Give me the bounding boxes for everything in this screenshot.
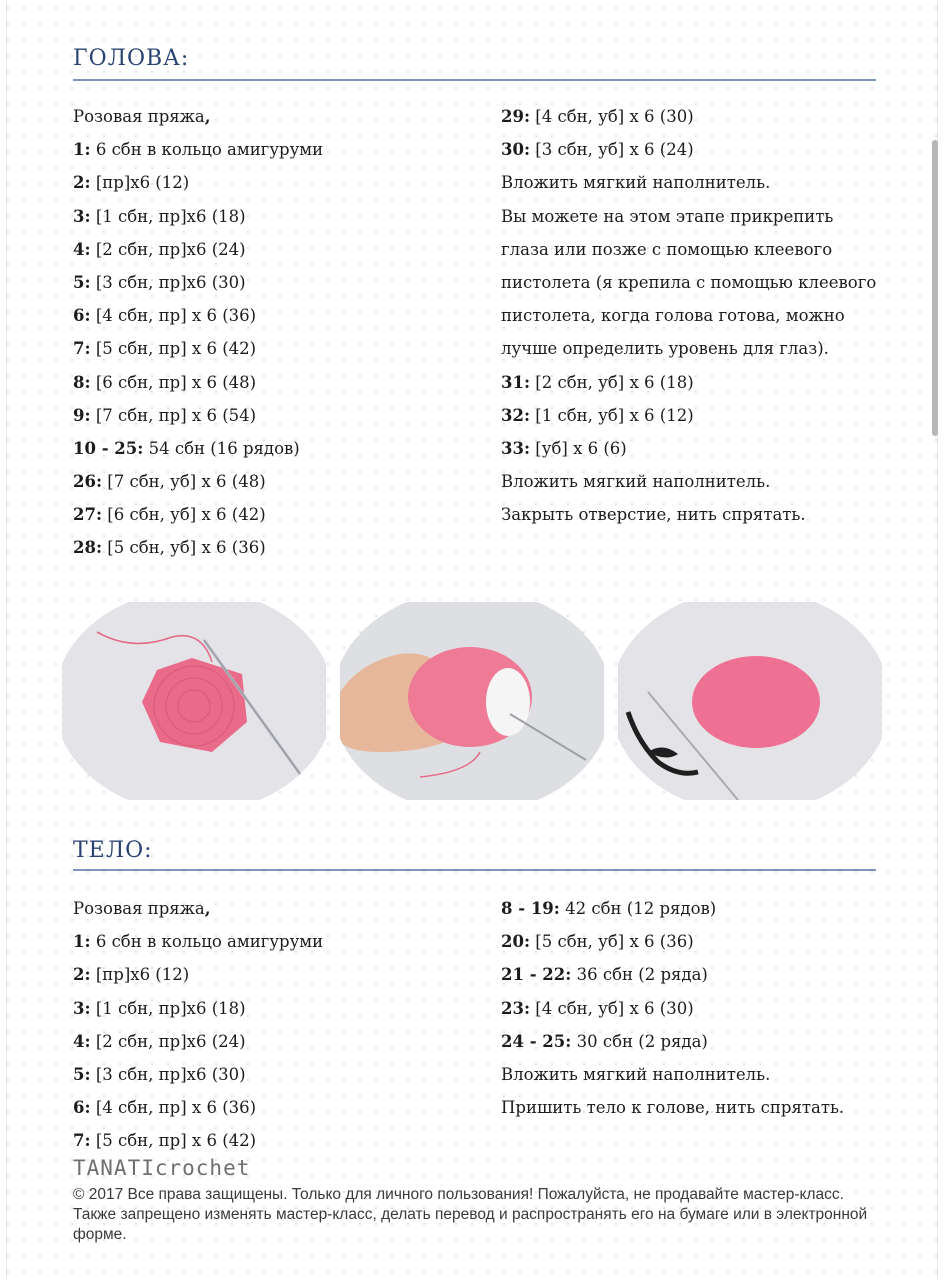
row-text: [5 сбн, пр] х 6 (42) <box>90 1131 257 1151</box>
instruction-row <box>73 166 323 199</box>
instruction-row <box>501 200 876 233</box>
row-number-label: 1: <box>73 140 91 160</box>
row-text: 42 сбн (12 рядов) <box>559 899 717 918</box>
row-number-label: 4: <box>73 239 91 259</box>
instruction-row <box>73 925 323 958</box>
section-title-body: ТЕЛО: <box>73 838 153 863</box>
row-number-label: 6: <box>73 306 91 326</box>
instruction-row <box>73 299 323 332</box>
instruction-row <box>501 166 876 199</box>
instruction-row <box>501 925 844 958</box>
instruction-row <box>73 266 323 299</box>
scrollbar-thumb[interactable] <box>932 140 938 436</box>
section-divider-head <box>73 79 876 81</box>
row-text: [4 сбн, пр] х 6 (36) <box>90 1098 257 1118</box>
row-text: глаза или позже с помощью клеевого <box>501 239 833 259</box>
instruction-row <box>73 332 323 365</box>
row-text: 6 сбн в кольцо амигуруми <box>90 932 324 952</box>
row-text: Розовая пряжа <box>73 899 205 918</box>
row-text: [5 сбн, пр] х 6 (42) <box>90 339 257 359</box>
instruction-row <box>501 399 876 432</box>
head-left-column <box>73 100 323 565</box>
row-number-label: 26: <box>73 472 103 492</box>
row-text: Закрыть отверстие, нить спрятать. <box>501 505 806 525</box>
section-title-head: ГОЛОВА: <box>73 46 190 71</box>
row-number-label: 5: <box>73 272 91 292</box>
row-text: [1 сбн, пр]х6 (18) <box>90 998 246 1018</box>
row-text: [4 сбн, уб] х 6 (30) <box>530 998 694 1018</box>
row-number-label: 20: <box>501 932 531 952</box>
instruction-row <box>501 299 876 332</box>
instruction-row <box>73 1025 323 1058</box>
instruction-row <box>73 1058 323 1091</box>
row-text: [уб] х 6 (6) <box>530 438 627 458</box>
row-text: [пр]х6 (12) <box>90 173 190 193</box>
row-number-label: 27: <box>73 505 103 525</box>
brand-signature: TANATIcrochet <box>73 1156 251 1180</box>
row-number-label: 32: <box>501 405 531 425</box>
row-number-label: 29: <box>501 107 531 126</box>
instruction-row <box>501 465 876 498</box>
instruction-row <box>73 233 323 266</box>
row-text: [4 сбн, пр] х 6 (36) <box>90 306 257 326</box>
row-suffix: , <box>204 899 211 918</box>
row-text: 36 сбн (2 ряда) <box>571 965 708 985</box>
row-number-label: 23: <box>501 998 531 1018</box>
row-text: Вложить мягкий наполнитель. <box>501 173 771 193</box>
row-text: [7 сбн, пр] х 6 (54) <box>90 405 257 425</box>
instruction-row <box>501 958 844 991</box>
row-text: [пр]х6 (12) <box>90 965 190 985</box>
hand-holding-stuffed-head-photo <box>340 602 604 800</box>
instruction-row <box>73 100 323 133</box>
row-number-label: 8 - 19: <box>501 899 560 918</box>
instruction-row <box>501 266 876 299</box>
row-text: 30 сбн (2 ряда) <box>571 1031 708 1051</box>
head-right-column <box>501 100 876 531</box>
finished-head-photo <box>618 602 882 800</box>
row-text: [3 сбн, уб] х 6 (24) <box>530 140 694 160</box>
row-text: Вы можете на этом этапе прикрепить <box>501 206 834 226</box>
row-number-label: 4: <box>73 1031 91 1051</box>
row-number-label: 2: <box>73 173 91 193</box>
row-text: [5 сбн, уб] х 6 (36) <box>102 538 266 558</box>
photo-strip <box>62 602 882 800</box>
row-text: Вложить мягкий наполнитель. <box>501 472 771 492</box>
instruction-row <box>73 399 323 432</box>
row-text: Пришить тело к голове, нить спрятать. <box>501 1098 845 1118</box>
row-text: [6 сбн, пр] х 6 (48) <box>90 372 257 392</box>
copyright-notice: © 2017 Все права защищены. Только для личного пользования! Пожалуйста, не продавайте мастер-класс. Также запрещено изменять мастер-класс, делать перевод и распространять его на бумаге или в электронной форме. <box>73 1186 868 1243</box>
row-text: [3 сбн, пр]х6 (30) <box>90 272 246 292</box>
instruction-row <box>501 1091 844 1124</box>
row-text: [4 сбн, уб] х 6 (30) <box>530 107 694 126</box>
instruction-row <box>73 498 323 531</box>
row-number-label: 28: <box>73 538 103 558</box>
row-text: лучше определить уровень для глаз). <box>501 339 829 359</box>
instruction-row <box>501 432 876 465</box>
instruction-row <box>73 200 323 233</box>
row-text: [2 сбн, пр]х6 (24) <box>90 239 246 259</box>
instruction-row <box>501 892 844 925</box>
row-text: [2 сбн, пр]х6 (24) <box>90 1031 246 1051</box>
instruction-row <box>73 133 323 166</box>
instruction-row <box>501 133 876 166</box>
row-text: [1 сбн, пр]х6 (18) <box>90 206 246 226</box>
row-text: [7 сбн, уб] х 6 (48) <box>102 472 266 492</box>
row-suffix: , <box>204 107 211 126</box>
row-number-label: 7: <box>73 1131 91 1151</box>
row-number-label: 7: <box>73 339 91 359</box>
row-number-label: 31: <box>501 372 531 392</box>
row-number-label: 33: <box>501 438 531 458</box>
instruction-row <box>501 332 876 365</box>
instruction-row <box>501 992 844 1025</box>
instruction-row <box>73 892 323 925</box>
row-text: Розовая пряжа <box>73 107 205 126</box>
row-text: 6 сбн в кольцо амигуруми <box>90 140 324 160</box>
row-number-label: 3: <box>73 998 91 1018</box>
instruction-row <box>501 498 876 531</box>
instruction-row <box>501 100 876 133</box>
row-number-label: 9: <box>73 405 91 425</box>
row-text: [6 сбн, уб] х 6 (42) <box>102 505 266 525</box>
row-number-label: 5: <box>73 1064 91 1084</box>
instruction-row <box>73 531 323 564</box>
flat-crochet-circle-photo <box>62 602 326 800</box>
row-text: [2 сбн, уб] х 6 (18) <box>530 372 694 392</box>
row-number-label: 2: <box>73 965 91 985</box>
instruction-row <box>73 1124 323 1157</box>
instruction-row <box>73 432 323 465</box>
row-number-label: 3: <box>73 206 91 226</box>
row-text: пистолета (я крепила с помощью клеевого <box>501 272 877 292</box>
row-number-label: 8: <box>73 372 91 392</box>
instruction-row <box>73 992 323 1025</box>
row-number-label: 24 - 25: <box>501 1031 572 1051</box>
instruction-row <box>73 465 323 498</box>
row-number-label: 1: <box>73 932 91 952</box>
instruction-row <box>73 958 323 991</box>
instruction-row <box>501 366 876 399</box>
instruction-row <box>501 1058 844 1091</box>
row-text: Вложить мягкий наполнитель. <box>501 1064 771 1084</box>
row-text: [3 сбн, пр]х6 (30) <box>90 1064 246 1084</box>
row-number-label: 30: <box>501 140 531 160</box>
instruction-row <box>73 1091 323 1124</box>
body-left-column <box>73 892 323 1158</box>
row-text: [1 сбн, уб] х 6 (12) <box>530 405 694 425</box>
instruction-row <box>501 233 876 266</box>
section-divider-body <box>73 869 876 871</box>
row-number-label: 6: <box>73 1098 91 1118</box>
row-text: пистолета, когда голова готова, можно <box>501 306 845 326</box>
row-number-label: 21 - 22: <box>501 965 572 985</box>
instruction-row <box>73 366 323 399</box>
row-text: 54 сбн (16 рядов) <box>143 438 300 458</box>
instruction-row <box>501 1025 844 1058</box>
row-text: [5 сбн, уб] х 6 (36) <box>530 932 694 952</box>
row-number-label: 10 - 25: <box>73 438 144 458</box>
body-right-column <box>501 892 844 1124</box>
